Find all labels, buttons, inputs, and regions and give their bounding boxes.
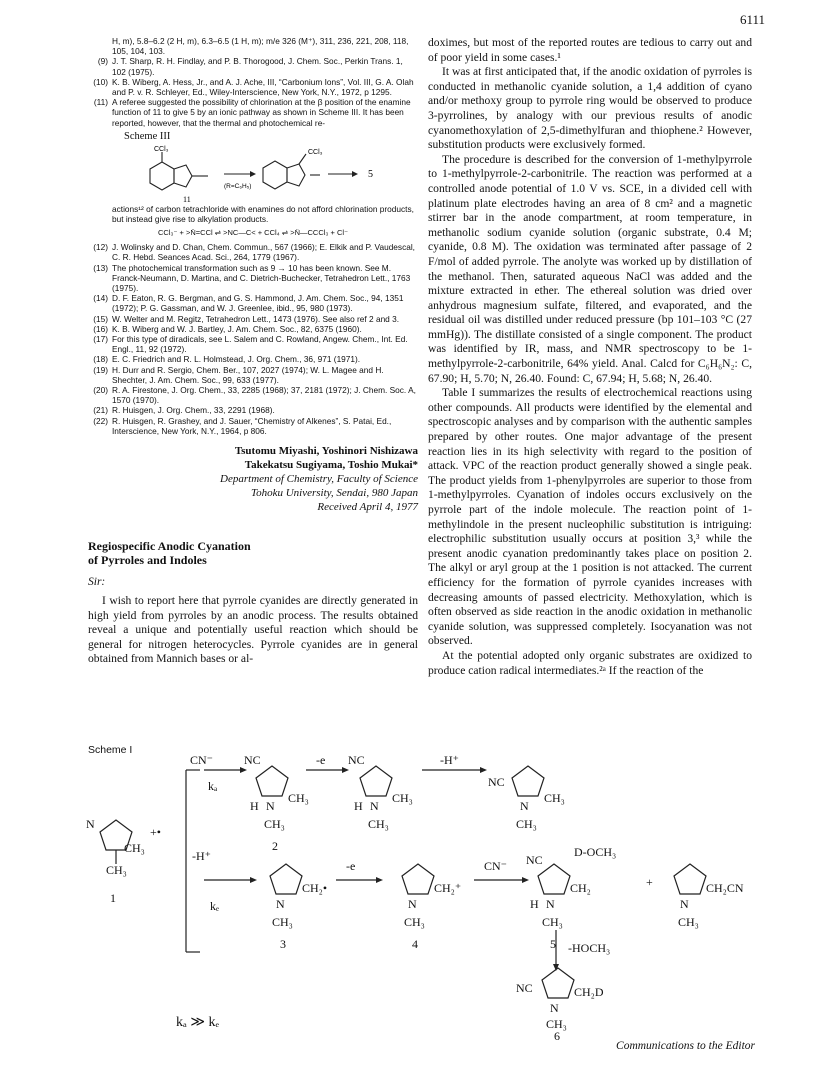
plus-sign: + bbox=[646, 875, 653, 889]
compound-1-nch3: CH₃ bbox=[106, 863, 127, 877]
compound-5-ch2: CH₂ bbox=[570, 881, 591, 895]
side-product-n: N bbox=[680, 897, 689, 911]
article-title: Regiospecific Anodic Cyanation of Pyrroles and Indoles bbox=[88, 539, 251, 568]
reference-item: (9) J. T. Sharp, R. H. Findlay, and P. B. Thorogood, J. Chem. Soc., Perkin Trans. 1, 102 (1975). bbox=[97, 56, 403, 77]
scheme-3-diagram bbox=[128, 144, 408, 204]
product-ch3: CH₃ bbox=[544, 791, 565, 805]
product-n: N bbox=[520, 799, 529, 813]
chlorination-equation: CCl₃⁻ + >N̈=CCl ⇌ >NC—C< + CCl₄ ⇌ >N̈—CCCl₃ + Cl⁻ bbox=[157, 228, 349, 238]
minus-h-upper: -H⁺ bbox=[440, 753, 459, 767]
compound-1-label: 1 bbox=[110, 891, 116, 905]
compound-2-h: H bbox=[250, 799, 259, 813]
compound-3-label: 3 bbox=[280, 937, 286, 951]
compound-1-n: N bbox=[86, 817, 95, 831]
product-nch3: CH₃ bbox=[516, 817, 537, 831]
compound-1-ch3: CH₃ bbox=[124, 841, 145, 855]
reference-item: (16) K. B. Wiberg and W. J. Bartley, J. Am. Chem. Soc., 82, 6375 (1960). bbox=[93, 323, 362, 334]
reference-item: (21) R. Huisgen, J. Org. Chem., 33, 2291 (1968). bbox=[93, 405, 275, 416]
reference-item: (13) The photochemical transformation such as 9 → 10 has been known. See M. Franck-Neumann, D. Martina, and C. Dietrich-Buchecker, Tetrahedron Lett., 1763 (1975). bbox=[93, 262, 411, 294]
cn-minus-lower: CN⁻ bbox=[484, 859, 508, 873]
compound-3-ch2: CH₂• bbox=[302, 881, 328, 895]
cation-h: H bbox=[354, 799, 363, 813]
salutation: Sir: bbox=[88, 576, 106, 589]
paragraph: Table I summarizes the results of electrochemical reactions using other compounds. All products were identified by the elemental and spectroscopic analyses and by comparison with the authentic samples prepared by other routes. One major advantage of the present reaction lies in its high selectivity with regard to the position of attack. VPC of the reaction product generally showed a single peak. The product yields from 1-phenylpyrroles are superior to those from 1-methylpyrroles. Cyanation of indoles occurs exclusively on the pyrrole part of the indole molecule. The reaction point of 1-methylindole in the present nucleophilic substitution is intriguing: electrophilic substitution usually occurs at position 3,³ while the present anodic cyanation predominantly takes place on position 2. The alkyl or aryl group at the 1 position is not attacked. The current efficiency for the formation of pyrrole cyanides increases with decreasing amounts of passed electricity. Methoxylation, which is often observed as side reaction in the anodic oxidation in methanolic cyanide solution, was suppressed completely. Isocyanation was not observed. bbox=[428, 386, 752, 648]
received-date: Received April 4, 1977 bbox=[317, 501, 418, 514]
product-nc: NC bbox=[488, 775, 505, 789]
reference-item: (18) E. C. Friedrich and R. L. Holmstead, J. Org. Chem., 36, 971 (1971). bbox=[93, 354, 361, 365]
compound-4-ch2: CH₂⁺ bbox=[434, 881, 462, 895]
minus-h-lower: -H⁺ bbox=[192, 849, 211, 863]
scheme-3-label: Scheme III bbox=[124, 130, 171, 142]
compound-3-n: N bbox=[276, 897, 285, 911]
reference-item: (14) D. F. Eaton, R. G. Bergman, and G. S. Hammond, J. Am. Chem. Soc., 94, 1351 (1972); P. G. Gassman, and W. J. Greenlee, ibid., 95, 980 (1973). bbox=[93, 293, 404, 314]
paragraph: At the potential adopted only organic substrates are oxidized to produce cation radical intermediates.²ᵃ If the reaction of the bbox=[428, 648, 752, 677]
rate-ka: kₐ bbox=[208, 779, 218, 793]
compound-2-ch3: CH₃ bbox=[288, 791, 309, 805]
compound-6-n: N bbox=[550, 1001, 559, 1015]
paragraph: doximes, but most of the reported routes are tedious to carry out and of poor yield in some cases.¹ bbox=[428, 36, 752, 64]
reference-item: (15) W. Welter and M. Regitz, Tetrahedron Lett., 1473 (1976). See also ref 2 and 3. bbox=[93, 313, 400, 324]
compound-6-ch2d: CH₂D bbox=[574, 985, 604, 999]
paragraph: The procedure is described for the conversion of 1-methylpyrrole to 1-methylpyrrole-2-carbonitrile. The reaction was performed at a controlled anode potential of 1.0 V vs. SCE, in a divided cell with platinum plate electrodes having an area of 8 cm² and a magnetic stirrer bar in the anode compartment, at room temperature, in methanolic sodium cyanide solution (organic substrate, 0.4 M; cyanide, 0.8 M). The oxidation was terminated after passage of 2 F/mol of added pyrrole. The anolyte was worked up by distillation of the methanol. Then, saturated aqueous NaCl was added and the mixture extracted in ether. The ethereal solution was dried over anhydrous magnesium sulfate, filtered, and evaporated, and the residual oil was distilled under reduced pressure (bp 101–103 °C (27 mmHg)). The distillate consisted of a single component. The product was identified by IR, mass, and NMR spectroscopy to be 1-methylpyrrole-2-carbonitrile, 64% yield. Anal. Calcd for C₆H₆N₂: C, 67.90; H, 5.70; N, 26.40. Found: C, 67.94; H, 5.68; N, 26.40. bbox=[428, 152, 752, 385]
paragraph: It was at first anticipated that, if the anodic oxidation of pyrroles is conducted in methanolic cyanide solution, a 1,4 addition of cyano and/or methoxy group to pyrrole ring would be observed to produce 3-pyrrolines, by analogy with our previous results of anodic cyanomethoxylation of 2,5-dimethylfuran and thiophene.² However, substitution products were exclusively formed. bbox=[428, 65, 752, 152]
compound-2-label: 2 bbox=[272, 839, 278, 853]
cation-n: N bbox=[370, 799, 379, 813]
references-part-2 bbox=[88, 242, 418, 436]
radical-cation-sign: +• bbox=[150, 825, 161, 839]
compound-5-n: N bbox=[546, 897, 555, 911]
ccl3-label-2: CCl₃ bbox=[308, 148, 323, 156]
minus-e-lower: -e bbox=[346, 859, 356, 873]
reference-item: (10) K. B. Wiberg, A. Hess, Jr., and A. J. Ache, III, “Carbonium Ions”, Vol. III, G. A. Olah and P. v. R. Schleyer, Ed., Wiley-Interscience, New York, N.Y., 1972, p 1295. bbox=[93, 76, 414, 98]
compound-5-ch3: CH₃ bbox=[542, 915, 563, 929]
references-part-1 bbox=[88, 36, 418, 128]
compound-6-ch3: CH₃ bbox=[546, 1017, 567, 1031]
compound-11-label: 11 bbox=[183, 194, 191, 204]
side-product-ch3: CH₃ bbox=[678, 915, 699, 929]
author-affiliation: Department of Chemistry, Faculty of Science Tohoku University, Sendai, 980 Japan bbox=[220, 473, 418, 500]
page-number: 6111 bbox=[739, 12, 765, 27]
rate-relation: kₐ ≫ kₑ bbox=[176, 1015, 220, 1030]
cation-nc: NC bbox=[348, 753, 365, 767]
reference-item: (22) R. Huisgen, R. Grashey, and J. Sauer, “Chemistry of Alkenes”, S. Patai, Ed., Interscience, New York, N.Y., 1964, p 806. bbox=[93, 415, 392, 436]
minus-hoch3: -HOCH₃ bbox=[568, 941, 611, 955]
product-5-label: 5 bbox=[368, 168, 373, 180]
compound-5-h: H bbox=[530, 897, 539, 911]
reference-item: (17) For this type of diradicals, see L. Salem and C. Rowland, Angew. Chem., Int. Ed. Engl., 11, 92 (1972). bbox=[93, 334, 408, 355]
compound-6-nc: NC bbox=[516, 981, 533, 995]
cation-ch3: CH₃ bbox=[392, 791, 413, 805]
left-column bbox=[88, 36, 418, 667]
compound-2-n: N bbox=[266, 799, 275, 813]
reference-item: H, m), 5.8–6.2 (2 H, m), 6.3–6.5 (1 H, m); m/e 326 (M⁺), 311, 236, 221, 208, 118, 105, 104, 103. bbox=[112, 36, 409, 57]
journal-section-footer: Communications to the Editor bbox=[616, 1040, 755, 1052]
scheme-1-label: Scheme I bbox=[88, 744, 133, 756]
rate-ke: kₑ bbox=[210, 899, 220, 913]
reference-item: (11) A referee suggested the possibility of chlorination at the β position of the enamine function of 11 to give 5 by an ionic pathway as shown in Scheme III. It has been reported, however, that the thermal and photochemical re- bbox=[93, 97, 411, 128]
scheme-1-diagram bbox=[80, 752, 760, 1042]
reference-item: (19) H. Durr and R. Sergio, Chem. Ber., 107, 2027 (1974); W. L. Magee and H. Shechter, J. Am. Chem. Soc., 99, 633 (1977). bbox=[93, 364, 384, 385]
compound-5-nc: NC bbox=[526, 853, 543, 867]
compound-4-n: N bbox=[408, 897, 417, 911]
right-column bbox=[428, 36, 752, 678]
reference-item: (12) J. Wolinsky and D. Chan, Chem. Commun., 567 (1966); E. Elkik and P. Vaudescal, C. R. Hebd. Seances Acad. Sci., 264, 1779 (1967). bbox=[93, 242, 415, 263]
compound-3-ch3: CH₃ bbox=[272, 915, 293, 929]
cation-nch3: CH₃ bbox=[368, 817, 389, 831]
compound-2-nc: NC bbox=[244, 753, 261, 767]
author-names: Tsutomu Miyashi, Yoshinori Nishizawa Takekatsu Sugiyama, Toshio Mukai* bbox=[234, 445, 418, 472]
compound-2-nch3: CH₃ bbox=[264, 817, 285, 831]
compound-4-ch3: CH₃ bbox=[404, 915, 425, 929]
minus-e-upper: -e bbox=[316, 753, 326, 767]
compound-4-label: 4 bbox=[412, 937, 418, 951]
ccl3-label: CCl₃ bbox=[154, 145, 169, 153]
compound-5-doch3: D-OCH₃ bbox=[574, 845, 617, 859]
side-product-ch2cn: CH₂CN bbox=[706, 881, 744, 895]
compound-6-label: 6 bbox=[554, 1029, 560, 1042]
reference-item: (20) R. A. Firestone, J. Org. Chem., 33, 2285 (1968); 37, 2181 (1972); J. Chem. Soc. A, 1570 (1970). bbox=[93, 385, 416, 406]
cn-minus-upper: CN⁻ bbox=[190, 753, 214, 767]
compound-5-label: 5 bbox=[550, 937, 556, 951]
r-substituent: (R=C₆H₅) bbox=[224, 182, 252, 190]
intro-paragraph: I wish to report here that pyrrole cyanides are directly generated in high yield from pyrroles by an anodic process. The results obtained reveal a unique and potentially useful reaction which should be general for nitrogen heterocycles. Pyrrole cyanides are in general obtained from Mannich bases or al- bbox=[88, 594, 418, 666]
reference-11-continued: actions¹² of carbon tetrachloride with enamines do not afford chlorination products, but instead give rise to alkylation products. bbox=[112, 203, 414, 225]
